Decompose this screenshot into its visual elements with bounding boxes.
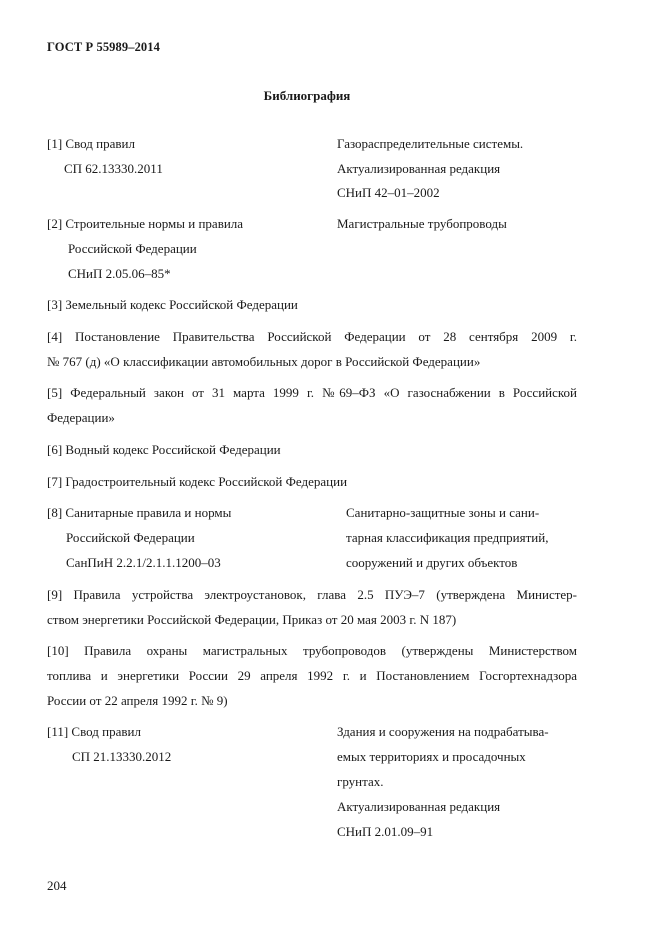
entry-5-line: [5] Федеральный закон от 31 марта 1999 г. №69–ФЗ «О газоснабжении в Российской [47,385,577,400]
entry-11-title: емых территориях и просадочных [337,749,526,764]
entry-1-source: [1] Свод правил [47,136,135,151]
page-number: 204 [47,878,67,893]
entry-4-line: [4] Постановление Правительства Российской Федерации от 28 сентября 2009 г. [47,329,577,344]
entry-11-title: грунтах. [337,774,384,789]
entry-1-title: Газораспределительные системы. [337,136,524,151]
entry-1-code: СП 62.13330.2011 [64,161,163,176]
entry-4-line: № 767 (д) «О классификации автомобильных дорог в Российской Федерации» [47,354,481,369]
document-code: ГОСТ Р 55989–2014 [47,40,160,54]
entry-9-line: [9] Правила устройства электроустановок, глава 2.5 ПУЭ–7 (утверждена Министер- [47,587,577,602]
entry-11-title: Здания и сооружения на подрабатыва- [337,724,549,739]
section-title: Библиография [263,88,351,103]
entry-8-source: Российской Федерации [66,530,195,545]
bibliography-entry-7: [7] Градостроительный кодекс Российской Федерации [47,474,348,489]
entry-2-title: Магистральные трубопроводы [337,216,507,231]
entry-8-source: [8] Санитарные правила и нормы [47,505,232,520]
entry-10-line: топлива и энергетики России 29 апреля 1992 г. и Постановлением Госгортехнадзора [47,668,577,683]
entry-8-title: Санитарно-защитные зоны и сани- [346,505,540,520]
entry-1-title: Актуализированная редакция [337,161,501,176]
entry-10-line: [10] Правила охраны магистральных трубопроводов (утверждены Министерством [47,643,577,658]
entry-11-title: Актуализированная редакция [337,799,501,814]
entry-2-code: СНиП 2.05.06–85* [68,266,171,281]
entry-8-title: тарная классификация предприятий, [346,530,549,545]
entry-1-title: СНиП 42–01–2002 [337,185,440,200]
entry-2-source: [2] Строительные нормы и правила [47,216,244,231]
entry-8-title: сооружений и других объектов [346,555,518,570]
entry-9-line: ством энергетики Российской Федерации, Приказ от 20 мая 2003 г. N 187) [47,612,457,627]
entry-11-code: СП 21.13330.2012 [72,749,172,764]
entry-2-source: Российской Федерации [68,241,197,256]
bibliography-entry-6: [6] Водный кодекс Российской Федерации [47,442,281,457]
entry-8-code: СанПиН 2.2.1/2.1.1.1200–03 [66,555,221,570]
bibliography-entry-3: [3] Земельный кодекс Российской Федерации [47,297,298,312]
entry-10-line: России от 22 апреля 1992 г. № 9) [47,693,228,708]
entry-11-title: СНиП 2.01.09–91 [337,824,434,839]
entry-11-source: [11] Свод правил [47,724,141,739]
entry-5-line: Федерации» [47,410,115,425]
